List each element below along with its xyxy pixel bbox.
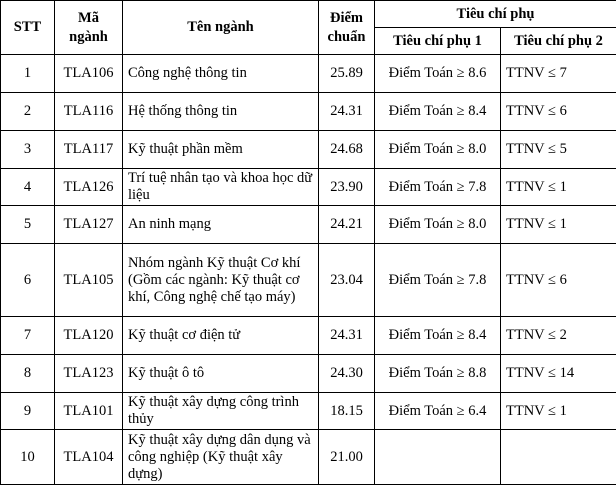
cell-name: Hệ thống thông tin xyxy=(123,93,319,131)
cell-score: 24.21 xyxy=(319,206,375,244)
cell-score: 24.68 xyxy=(319,131,375,169)
cell-criteria-1: Điểm Toán ≥ 7.8 xyxy=(375,169,501,206)
cell-score: 23.04 xyxy=(319,244,375,317)
cell-stt: 5 xyxy=(1,206,55,244)
cell-criteria-2: TTNV ≤ 1 xyxy=(501,169,616,206)
cell-criteria-2: TTNV ≤ 1 xyxy=(501,206,616,244)
cell-score: 24.30 xyxy=(319,355,375,393)
cell-name: Kỹ thuật phần mềm xyxy=(123,131,319,169)
cell-stt: 3 xyxy=(1,131,55,169)
cell-stt: 9 xyxy=(1,393,55,430)
cell-name: Kỹ thuật xây dựng dân dụng và công nghiệp (Kỹ thuật xây dựng) xyxy=(123,430,319,485)
cell-code: TLA106 xyxy=(55,55,123,93)
cell-criteria-2: TTNV ≤ 1 xyxy=(501,393,616,430)
cell-name: Kỹ thuật xây dựng công trình thủy xyxy=(123,393,319,430)
cell-stt: 8 xyxy=(1,355,55,393)
cell-criteria-1: Điểm Toán ≥ 7.8 xyxy=(375,244,501,317)
cell-criteria-2: TTNV ≤ 6 xyxy=(501,93,616,131)
cell-score: 21.00 xyxy=(319,430,375,485)
cell-name: Nhóm ngành Kỹ thuật Cơ khí (Gồm các ngành: Kỹ thuật cơ khí, Công nghệ chế tạo máy) xyxy=(123,244,319,317)
cell-code: TLA117 xyxy=(55,131,123,169)
header-row xyxy=(1,1,616,28)
cell-criteria-2: TTNV ≤ 6 xyxy=(501,244,616,317)
table-row xyxy=(1,55,616,93)
header-criteria-1: Tiêu chí phụ 1 xyxy=(375,28,501,55)
cell-criteria-1: Điểm Toán ≥ 8.6 xyxy=(375,55,501,93)
header-name: Tên ngành xyxy=(123,1,319,55)
table-row xyxy=(1,355,616,393)
cell-name: An ninh mạng xyxy=(123,206,319,244)
cell-code: TLA120 xyxy=(55,317,123,355)
cell-criteria-1: Điểm Toán ≥ 8.0 xyxy=(375,131,501,169)
cell-stt: 4 xyxy=(1,169,55,206)
header-code: Mã ngành xyxy=(55,1,123,55)
cell-stt: 7 xyxy=(1,317,55,355)
cell-criteria-1: Điểm Toán ≥ 8.4 xyxy=(375,317,501,355)
table-row xyxy=(1,93,616,131)
cell-stt: 10 xyxy=(1,430,55,485)
cell-name: Trí tuệ nhân tạo và khoa học dữ liệu xyxy=(123,169,319,206)
cell-criteria-1 xyxy=(375,430,501,485)
cell-criteria-2: TTNV ≤ 7 xyxy=(501,55,616,93)
cell-stt: 1 xyxy=(1,55,55,93)
table-row xyxy=(1,131,616,169)
cell-code: TLA123 xyxy=(55,355,123,393)
cell-name: Kỹ thuật ô tô xyxy=(123,355,319,393)
cell-name: Kỹ thuật cơ điện tử xyxy=(123,317,319,355)
cell-criteria-2: TTNV ≤ 14 xyxy=(501,355,616,393)
cell-criteria-2: TTNV ≤ 2 xyxy=(501,317,616,355)
table-row xyxy=(1,244,616,317)
header-stt: STT xyxy=(1,1,55,55)
table-row xyxy=(1,206,616,244)
table-row xyxy=(1,317,616,355)
cell-criteria-1: Điểm Toán ≥ 8.0 xyxy=(375,206,501,244)
cell-stt: 2 xyxy=(1,93,55,131)
cell-stt: 6 xyxy=(1,244,55,317)
cell-score: 24.31 xyxy=(319,317,375,355)
cell-criteria-1: Điểm Toán ≥ 8.4 xyxy=(375,93,501,131)
cell-score: 24.31 xyxy=(319,93,375,131)
cell-code: TLA104 xyxy=(55,430,123,485)
cell-code: TLA116 xyxy=(55,93,123,131)
cell-criteria-1: Điểm Toán ≥ 8.8 xyxy=(375,355,501,393)
cell-name: Công nghệ thông tin xyxy=(123,55,319,93)
cell-criteria-2: TTNV ≤ 5 xyxy=(501,131,616,169)
cell-code: TLA126 xyxy=(55,169,123,206)
cell-score: 18.15 xyxy=(319,393,375,430)
cell-code: TLA101 xyxy=(55,393,123,430)
cell-score: 23.90 xyxy=(319,169,375,206)
cell-criteria-2 xyxy=(501,430,616,485)
cell-score: 25.89 xyxy=(319,55,375,93)
cell-code: TLA105 xyxy=(55,244,123,317)
header-criteria-group: Tiêu chí phụ xyxy=(375,1,616,28)
header-criteria-2: Tiêu chí phụ 2 xyxy=(501,28,616,55)
table-row xyxy=(1,430,616,485)
table-row xyxy=(1,393,616,430)
cell-criteria-1: Điểm Toán ≥ 6.4 xyxy=(375,393,501,430)
cell-code: TLA127 xyxy=(55,206,123,244)
header-score: Điểm chuẩn xyxy=(319,1,375,55)
table-row xyxy=(1,169,616,206)
